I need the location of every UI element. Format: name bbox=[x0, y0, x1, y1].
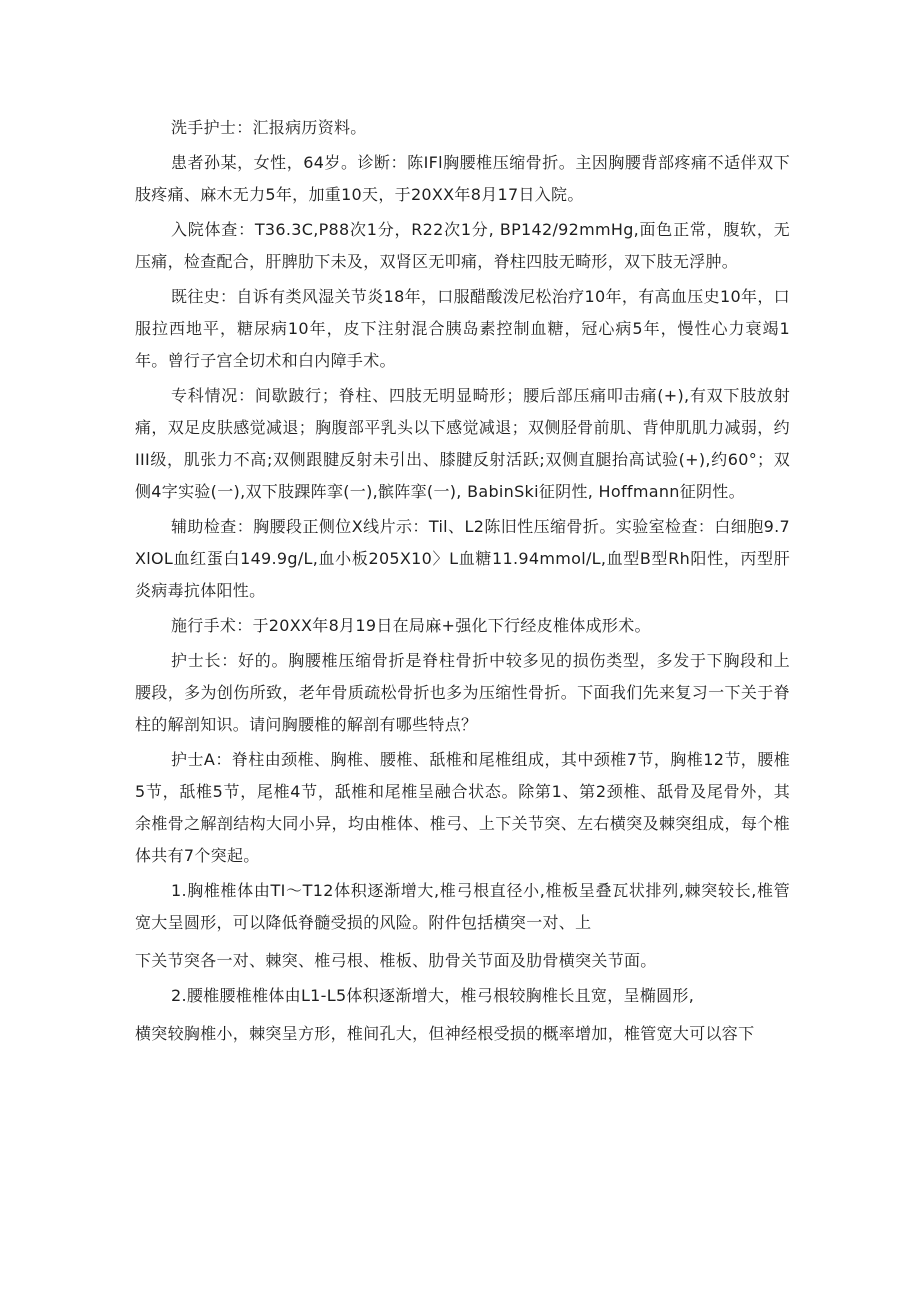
paragraph-scrub-nurse-intro: 洗手护士：汇报病历资料。 bbox=[171, 118, 367, 137]
document-body bbox=[135, 112, 790, 1053]
paragraph-admission-exam: 入院体查：T36.3C,P88次1分，R22次1分, BP142∕92mmHg,面色正常，腹软，无压痛，检查配合，肝脾肋下未及，双肾区无叩痛，脊柱四肢无畸形，双下肢无浮肿。 bbox=[135, 220, 790, 271]
paragraph-lumbar-spine: 2.腰椎腰椎椎体由L1-L5体积逐渐增大，椎弓根较胸椎长且宽，呈椭圆形, bbox=[171, 986, 695, 1005]
paragraph-specialty-findings: 专科情况：间歇跛行；脊柱、四肢无明显畸形；腰后部压痛叩击痛(+),有双下肢放射痛，双足皮肤感觉减退；胸腹部平乳头以下感觉减退；双侧胫骨前肌、背伸肌肌力减弱，约III级，肌张力不高;双侧跟腱反射未引出、膝腱反射活跃;双侧直腿抬高试验(+),约60°；双侧4字实验(一),双下肢踝阵挛(一),髌阵挛(一), BabinSki征阴性, Hoffmann征阴性。 bbox=[135, 386, 790, 501]
paragraph-auxiliary-exam: 辅助检查：胸腰段正侧位X线片示：Til、L2陈旧性压缩骨折。实验室检查：白细胞9.7XlOL血红蛋白149.9g∕L,血小板205X10〉L血糖11.94mmol∕L,血型B型Rh阳性，丙型肝炎病毒抗体阳性。 bbox=[135, 517, 790, 600]
paragraph-nurse-a: 护士A：脊柱由颈椎、胸椎、腰椎、舐椎和尾椎组成，其中颈椎7节，胸椎12节，腰椎5节，舐椎5节，尾椎4节，舐椎和尾椎呈融合状态。除第1、第2颈椎、舐骨及尾骨外，其余椎骨之解剖结构大同小异，均由椎体、椎弓、上下关节突、左右横突及棘突组成，每个椎体共有7个突起。 bbox=[135, 750, 790, 865]
paragraph-thoracic-spine-cont: 下关节突各一对、棘突、椎弓根、椎板、肋骨关节面及肋骨横突关节面。 bbox=[135, 951, 657, 970]
paragraph-head-nurse: 护士长：好的。胸腰椎压缩骨折是脊柱骨折中较多见的损伤类型，多发于下胸段和上腰段，多为创伤所致，老年骨质疏松骨折也多为压缩性骨折。下面我们先来复习一下关于脊柱的解剖知识。请问胸腰椎的解剖有哪些特点？ bbox=[135, 651, 790, 734]
paragraph-patient-info: 患者孙某，女性，64岁。诊断：陈IFl胸腰椎压缩骨折。主因胸腰背部疼痛不适伴双下肢疼痛、麻木无力5年，加重10天，于20XX年8月17日入院。 bbox=[135, 153, 790, 204]
paragraph-thoracic-spine: 1.胸椎椎体由TI〜T12体积逐渐增大,椎弓根直径小,椎板呈叠瓦状排列,棘突较长,椎管宽大呈圆形，可以降低脊髓受损的风险。附件包括横突一对、上 bbox=[135, 881, 790, 932]
paragraph-past-history: 既往史：自诉有类风湿关节炎18年，口服醋酸泼尼松治疗10年，有高血压史10年，口服拉西地平，糖尿病10年，皮下注射混合胰岛素控制血糖，冠心病5年，慢性心力衰竭1年。曾行子宫全切术和白内障手术。 bbox=[135, 287, 790, 370]
paragraph-surgery: 施行手术：于20XX年8月19日在局麻+强化下行经皮椎体成形术。 bbox=[171, 616, 651, 635]
paragraph-lumbar-spine-cont: 横突较胸椎小，棘突呈方形，椎间孔大，但神经根受损的概率增加，椎管宽大可以容下 bbox=[135, 1024, 755, 1043]
